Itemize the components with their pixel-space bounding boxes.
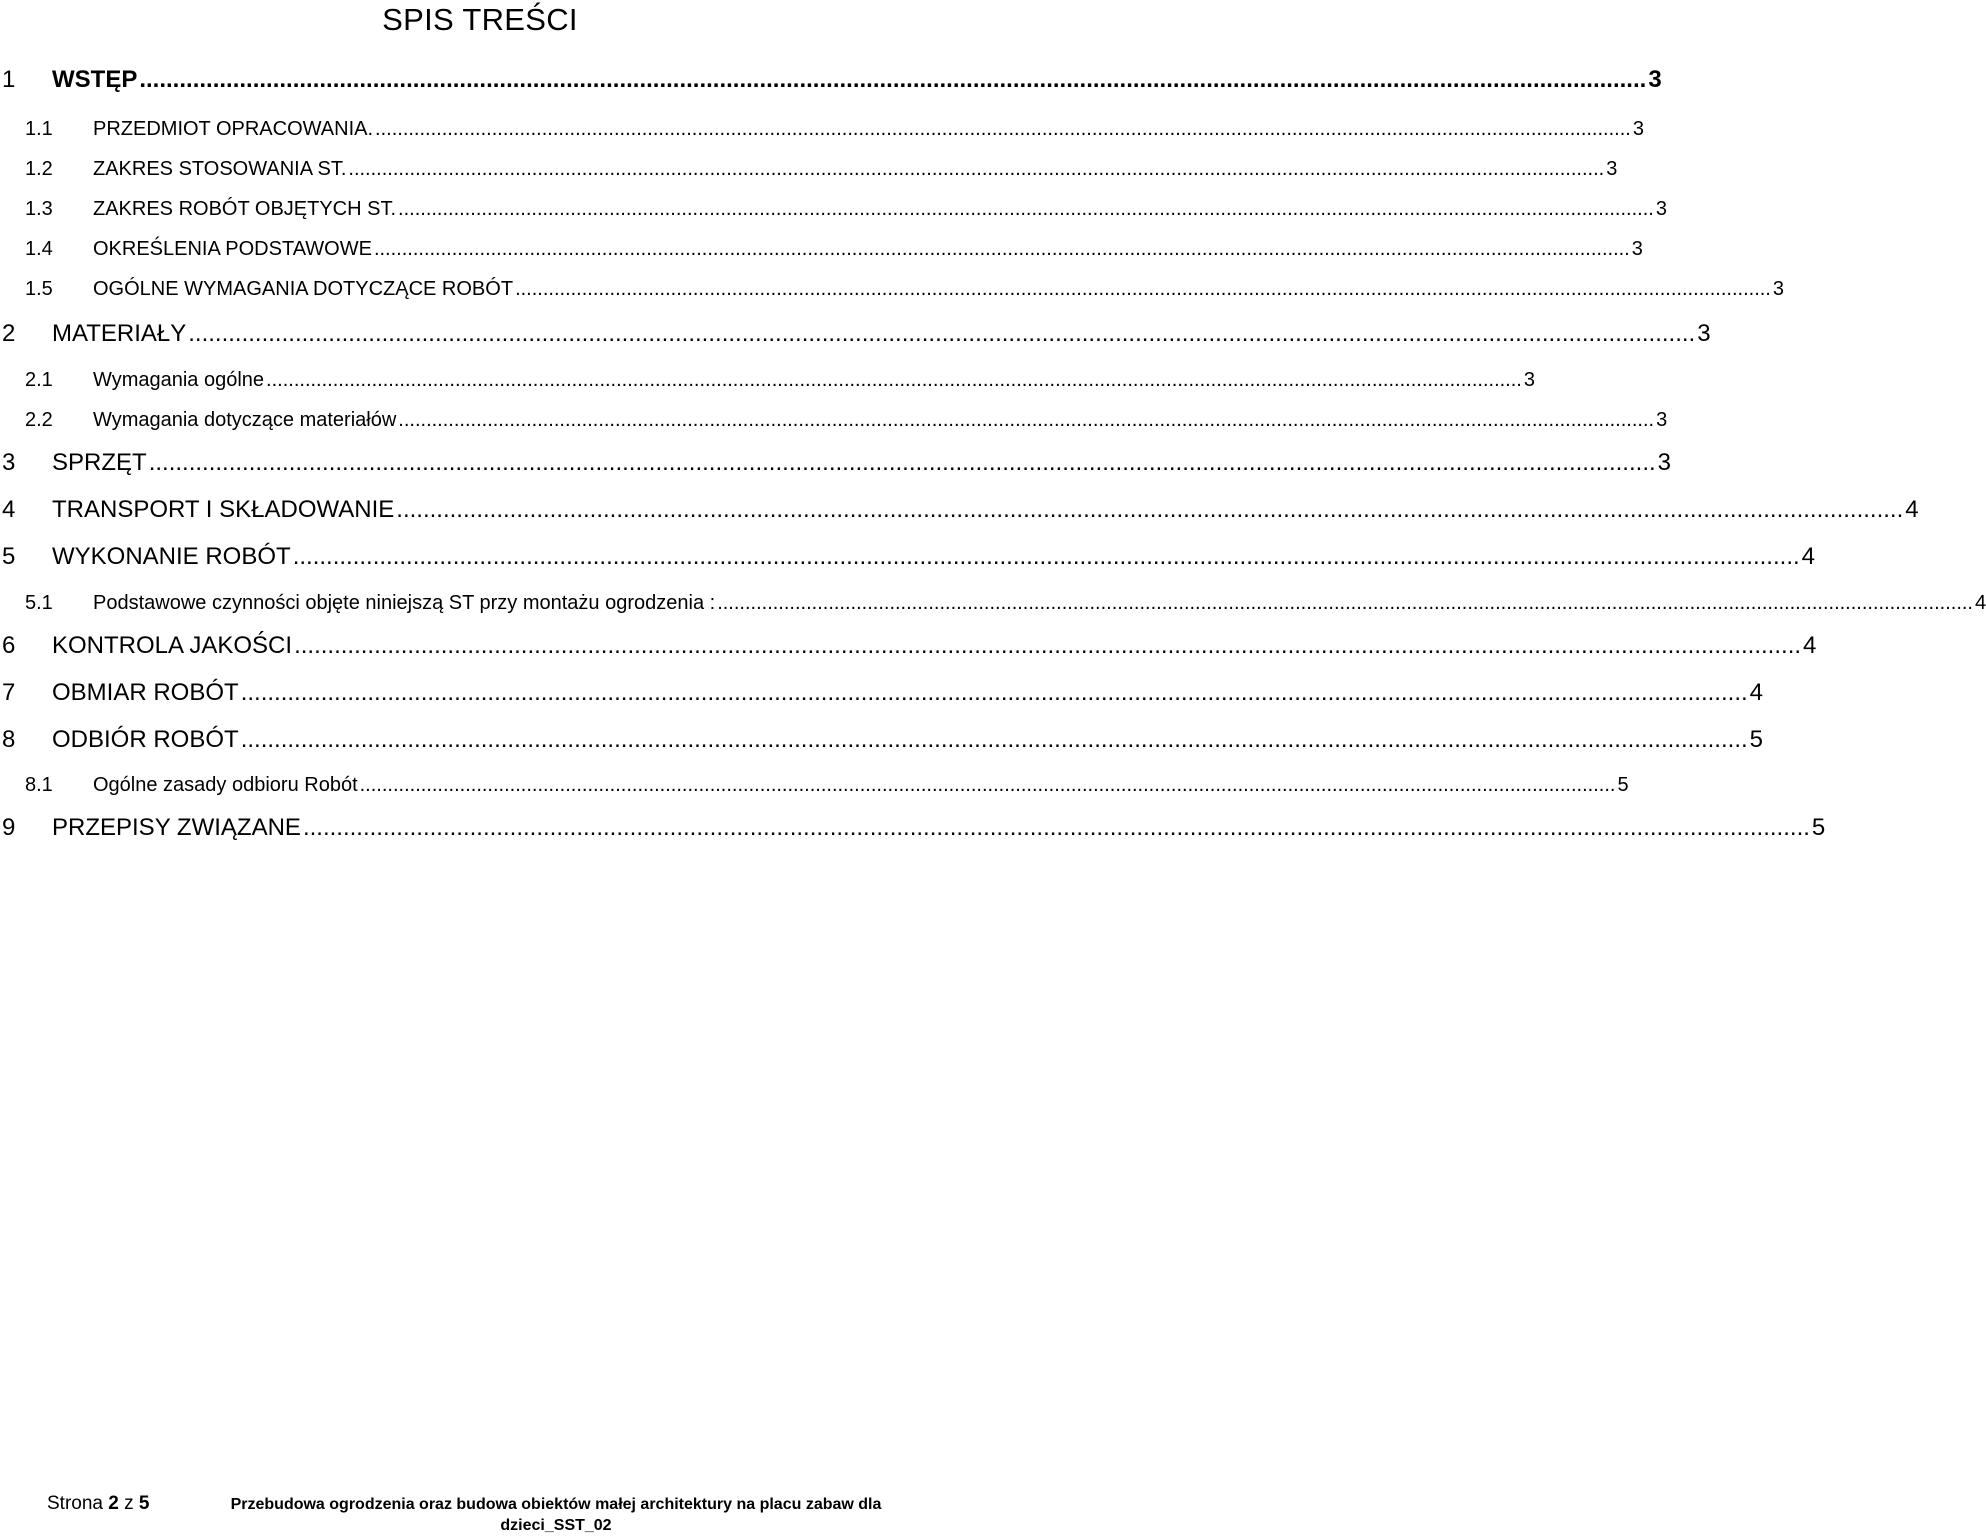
toc-entry-page: 3 xyxy=(1655,198,1667,220)
toc-entry-page: 4 xyxy=(1975,592,1986,614)
toc-entry-number: 2 xyxy=(2,320,16,347)
dot-leader xyxy=(294,632,1801,660)
toc-entry-title: ZAKRES STOSOWANIA ST. xyxy=(93,158,347,180)
toc-entry-title: WYKONANIE ROBÓT xyxy=(52,543,291,570)
toc-entry-page: 3 xyxy=(1657,449,1672,476)
toc-entry-title: Wymagania dotyczące materiałów xyxy=(93,409,397,431)
dot-leader xyxy=(398,409,1654,432)
toc-entry-number: 4 xyxy=(2,496,16,523)
toc-entry-number: 1.4 xyxy=(25,238,53,260)
toc-entry-title: WSTĘP xyxy=(52,66,138,93)
page-number xyxy=(47,1493,149,1515)
toc-entry-page: 3 xyxy=(1772,278,1784,300)
toc-entry-number: 6 xyxy=(2,632,16,659)
toc-entry-number: 1.5 xyxy=(25,278,53,300)
page-title: SPIS TREŚCI xyxy=(382,2,578,37)
toc-entry-title: SPRZĘT xyxy=(52,449,147,476)
toc-entry-number: 1 xyxy=(2,66,16,93)
toc-entry-page: 5 xyxy=(1811,814,1826,841)
page-label: Strona xyxy=(47,1493,103,1514)
toc-entry-title: OBMIAR ROBÓT xyxy=(52,679,239,706)
dot-leader xyxy=(241,726,1748,754)
toc-entry-number: 8.1 xyxy=(25,774,53,796)
toc-entry-page: 3 xyxy=(1606,158,1618,180)
toc-entry-number: 8 xyxy=(2,726,16,753)
toc-entry-number: 1.3 xyxy=(25,198,53,220)
toc-entry-page: 5 xyxy=(1749,726,1764,753)
toc-entry-title: ODBIÓR ROBÓT xyxy=(52,726,239,753)
toc-entry-page: 4 xyxy=(1749,679,1764,706)
dot-leader xyxy=(266,369,1522,392)
dot-leader xyxy=(188,320,1695,348)
toc-entry-title: PRZEPISY ZWIĄZANE xyxy=(52,814,301,841)
toc-entry-title: OGÓLNE WYMAGANIA DOTYCZĄCE ROBÓT xyxy=(93,278,514,300)
dot-leader xyxy=(303,814,1810,842)
toc-entry-page: 3 xyxy=(1523,369,1535,391)
dot-leader xyxy=(360,774,1616,797)
toc-entry-number: 7 xyxy=(2,679,16,706)
current-page: 2 xyxy=(108,1493,119,1514)
toc-entry-number: 2.1 xyxy=(25,369,53,391)
toc-entry-number: 1.1 xyxy=(25,118,53,140)
dot-leader xyxy=(515,278,1771,301)
dot-leader xyxy=(293,543,1800,571)
toc-entry-page: 3 xyxy=(1632,118,1644,140)
toc-entry-number: 3 xyxy=(2,449,16,476)
toc-entry-title: Wymagania ogólne xyxy=(93,369,265,391)
dot-leader xyxy=(717,592,1973,615)
toc-entry-page: 4 xyxy=(1905,496,1919,523)
toc-entry-page: 3 xyxy=(1697,320,1711,347)
toc-entry-number: 5.1 xyxy=(25,592,53,614)
toc-entry-title: OKREŚLENIA PODSTAWOWE xyxy=(93,238,372,260)
toc-entry-title: ZAKRES ROBÓT OBJĘTYCH ST. xyxy=(93,198,397,220)
toc-entry-number: 2.2 xyxy=(25,409,53,431)
page-footer xyxy=(0,1491,960,1534)
toc-entry-title: Ogólne zasady odbioru Robót xyxy=(93,774,358,796)
dot-leader xyxy=(348,158,1604,181)
dot-leader xyxy=(139,66,1646,94)
toc-entry-number: 5 xyxy=(2,543,16,570)
document-title: Przebudowa ogrodzenia oraz budowa obiektów małej architektury na placu zabaw dla dzieci_SST_02 xyxy=(230,1496,882,1534)
dot-leader xyxy=(241,679,1748,707)
total-pages: 5 xyxy=(138,1493,150,1514)
toc-entry-page: 4 xyxy=(1801,543,1816,570)
toc-entry-page: 3 xyxy=(1631,238,1643,260)
dot-leader xyxy=(396,496,1903,524)
toc-entry-page: 4 xyxy=(1803,632,1817,659)
toc-entry-title: PRZEDMIOT OPRACOWANIA. xyxy=(93,118,374,140)
dot-leader xyxy=(374,238,1630,261)
toc-entry-page: 3 xyxy=(1648,66,1662,93)
toc-entry-number: 9 xyxy=(2,814,16,841)
of-label: z xyxy=(124,1493,134,1514)
dot-leader xyxy=(398,198,1654,221)
toc-entry-title: Podstawowe czynności objęte niniejszą ST przy montażu ogrodzenia : xyxy=(93,592,716,614)
dot-leader xyxy=(375,118,1631,141)
dot-leader xyxy=(149,449,1656,477)
toc-entry-page: 5 xyxy=(1617,774,1629,796)
toc-entry-title: TRANSPORT I SKŁADOWANIE xyxy=(52,496,395,523)
toc-entry-title: MATERIAŁY xyxy=(52,320,187,347)
toc-entry-number: 1.2 xyxy=(25,158,53,180)
toc-entry-title: KONTROLA JAKOŚCI xyxy=(52,632,293,659)
toc-entry-page: 3 xyxy=(1656,409,1668,431)
